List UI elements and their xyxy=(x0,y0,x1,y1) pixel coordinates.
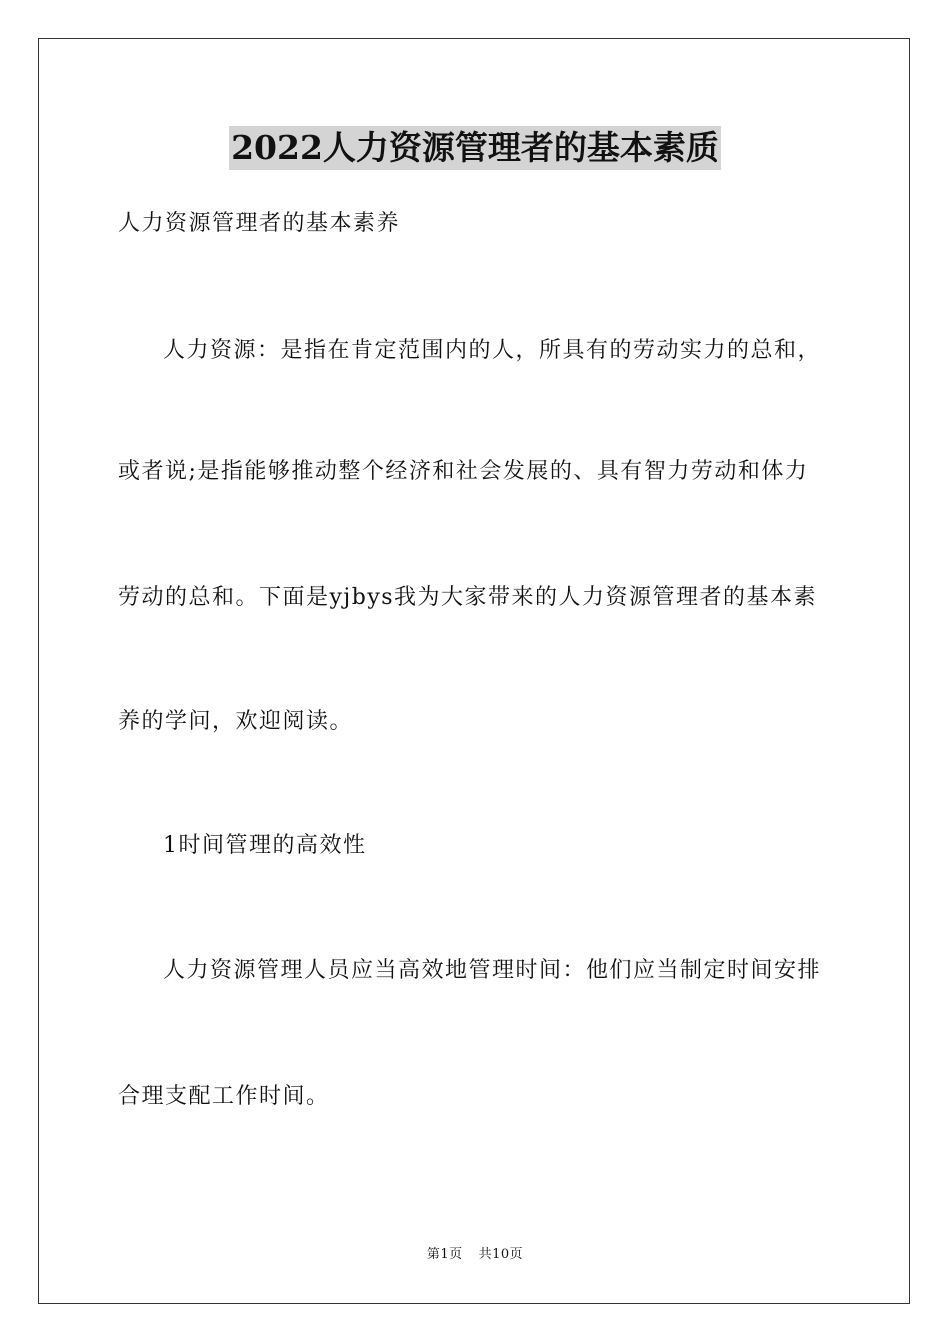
paragraph-line: 劳动的总和。下面是yjbys我为大家带来的人力资源管理者的基本素 xyxy=(118,585,818,610)
subtitle-line: 人力资源管理者的基本素养 xyxy=(118,211,401,236)
paragraph-line: 或者说;是指能够推动整个经济和社会发展的、具有智力劳动和体力 xyxy=(118,459,809,484)
document-title: 2022人力资源管理者的基本素质 xyxy=(229,126,721,170)
page-total: 共10页 xyxy=(478,1247,524,1262)
paragraph-line: 人力资源：是指在肯定范围内的人，所具有的劳动实力的总和， xyxy=(163,338,822,363)
title-container xyxy=(0,126,950,170)
page-footer xyxy=(0,1246,950,1264)
paragraph-line: 养的学问，欢迎阅读。 xyxy=(118,709,354,734)
paragraph-line: 合理支配工作时间。 xyxy=(118,1084,330,1109)
section-heading: 1时间管理的高效性 xyxy=(163,833,367,858)
paragraph-line: 人力资源管理人员应当高效地管理时间：他们应当制定时间安排 xyxy=(163,958,822,983)
page-number: 第1页 xyxy=(426,1247,463,1262)
